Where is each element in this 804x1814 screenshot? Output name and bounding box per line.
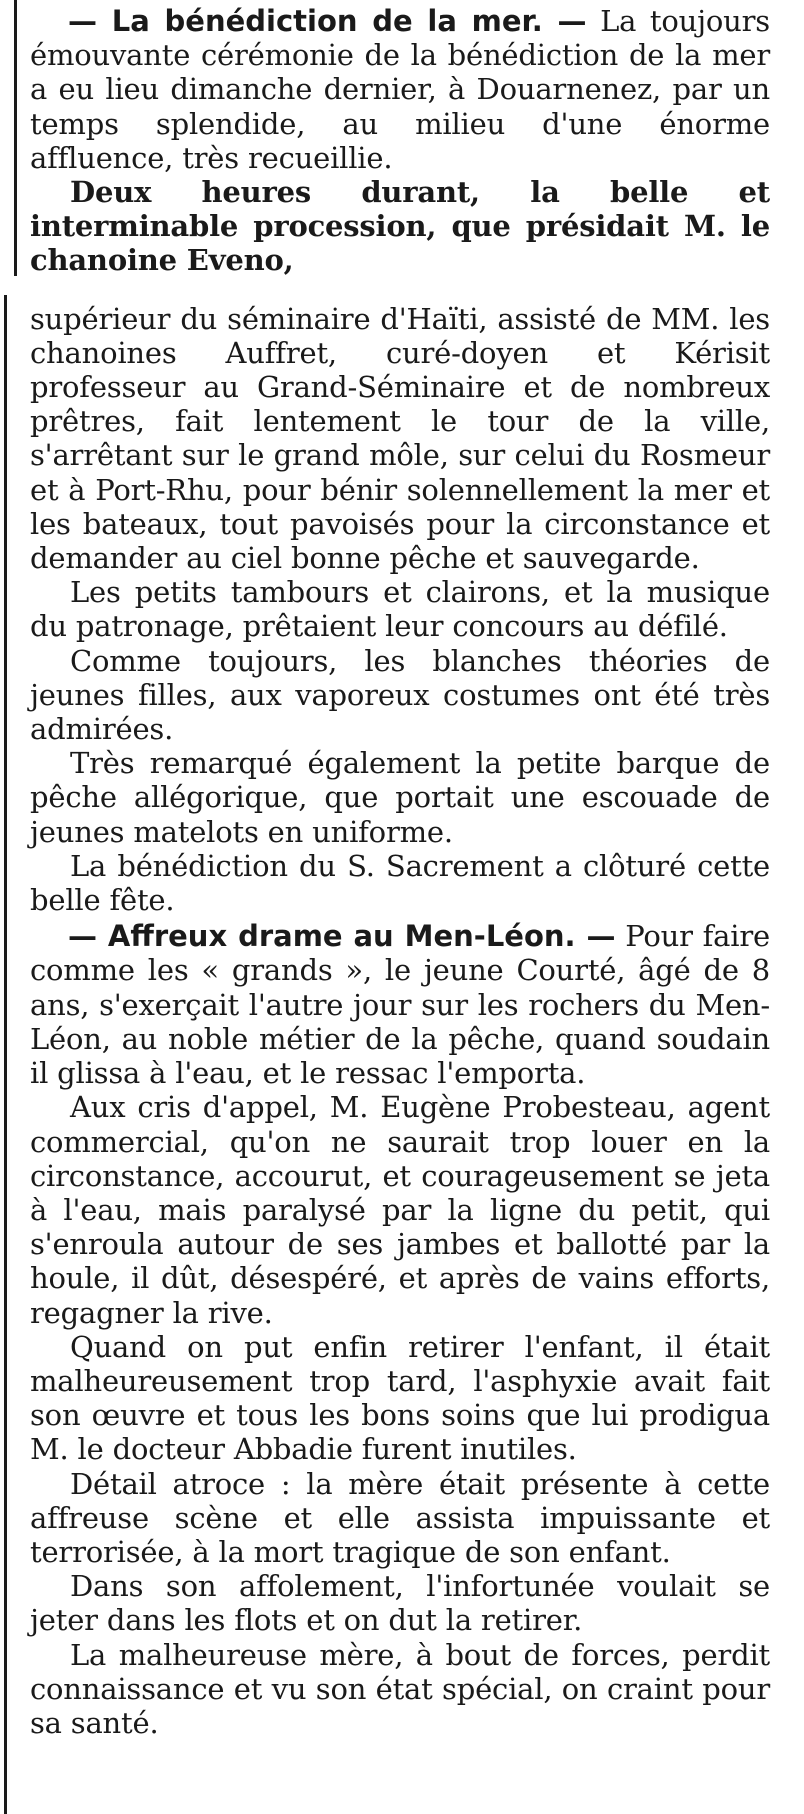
- article-benediction-mer: [30, 4, 770, 917]
- article-paragraph: Très remarqué également la petite barque de pêche allégorique, que portait une escouade de jeunes matelots en uniforme.: [30, 746, 770, 849]
- article-paragraph: La malheureuse mère, à bout de forces, perdit connaissance et vu son état spécial, on craint pour sa santé.: [30, 1637, 770, 1740]
- article-paragraph: Dans son affolement, l'infortunée voulait se jeter dans les flots et on dut la retirer.: [30, 1569, 770, 1638]
- article-paragraph: La bénédiction du S. Sacrement a clôturé cette belle fête.: [30, 848, 770, 918]
- article-heading: — Affreux drame au Men-Léon. —: [68, 919, 616, 954]
- article-paragraph: Aux cris d'appel, M. Eugène Probesteau, agent commercial, qu'on ne saurait trop louer en la circonstance, accourut, et courageusement se jeta à l'eau, mais paralysé par la ligne du petit, qui s'enroula autour de ses jambes et ballotté par la houle, il dût, désespéré, et après de vains efforts, regagner la rive.: [30, 1090, 770, 1330]
- article-paragraph: Comme toujours, les blanches théories de jeunes filles, aux vaporeux costumes ont été très admirées.: [30, 643, 770, 747]
- article-drame-men-leon: [30, 919, 770, 1740]
- article-paragraph: [30, 4, 770, 175]
- article-paragraph: Quand on put enfin retirer l'enfant, il était malheureusement trop tard, l'asphyxie avait fait son œuvre et tous les bons soins que lui prodigua M. le docteur Abbadie furent inutiles.: [30, 1329, 770, 1467]
- article-lead-text: Pour faire comme les « grands », le jeune Courté, âgé de 8 ans, s'exerçait l'autre jour sur les rochers du Men-Léon, au noble métier de la pêche, quand soudain il glissa à l'eau, et le ressac l'emporta.: [30, 919, 770, 1091]
- article-paragraph: supérieur du séminaire d'Haïti, assisté de MM. les chanoines Auffret, curé-doyen et Kérisit professeur au Grand-Séminaire et de nombreux prêtres, fait lentement le tour de la ville, s'arrêtant sur le grand môle, sur celui du Rosmeur et à Port-Rhu, pour bénir solennellement la mer et les bateaux, tout pavoisés pour la circonstance et demander au ciel bonne pêche et sauvegarde.: [30, 301, 770, 576]
- column-gap: [30, 278, 770, 302]
- article-paragraph: Les petits tambours et clairons, et la musique du patronage, prêtaient leur concours au défilé.: [30, 575, 770, 644]
- article-paragraph: Détail atroce : la mère était présente à cette affreuse scène et elle assista impuissante et terrorisée, à la mort tragique de son enfant.: [30, 1466, 770, 1569]
- column-rule-top: [14, 0, 17, 276]
- column-rule-bottom: [4, 295, 7, 1814]
- article-paragraph: Deux heures durant, la belle et interminable procession, que présidait M. le chanoine Eveno,: [30, 175, 770, 278]
- article-paragraph: [30, 919, 770, 1090]
- article-lead-text: La toujours émouvante cérémonie de la bénédiction de la mer a eu lieu dimanche dernier, à Douarnenez, par un temps splendide, au milieu d'une énorme affluence, très recueillie.: [30, 4, 770, 175]
- article-heading: — La bénédiction de la mer. —: [68, 4, 587, 38]
